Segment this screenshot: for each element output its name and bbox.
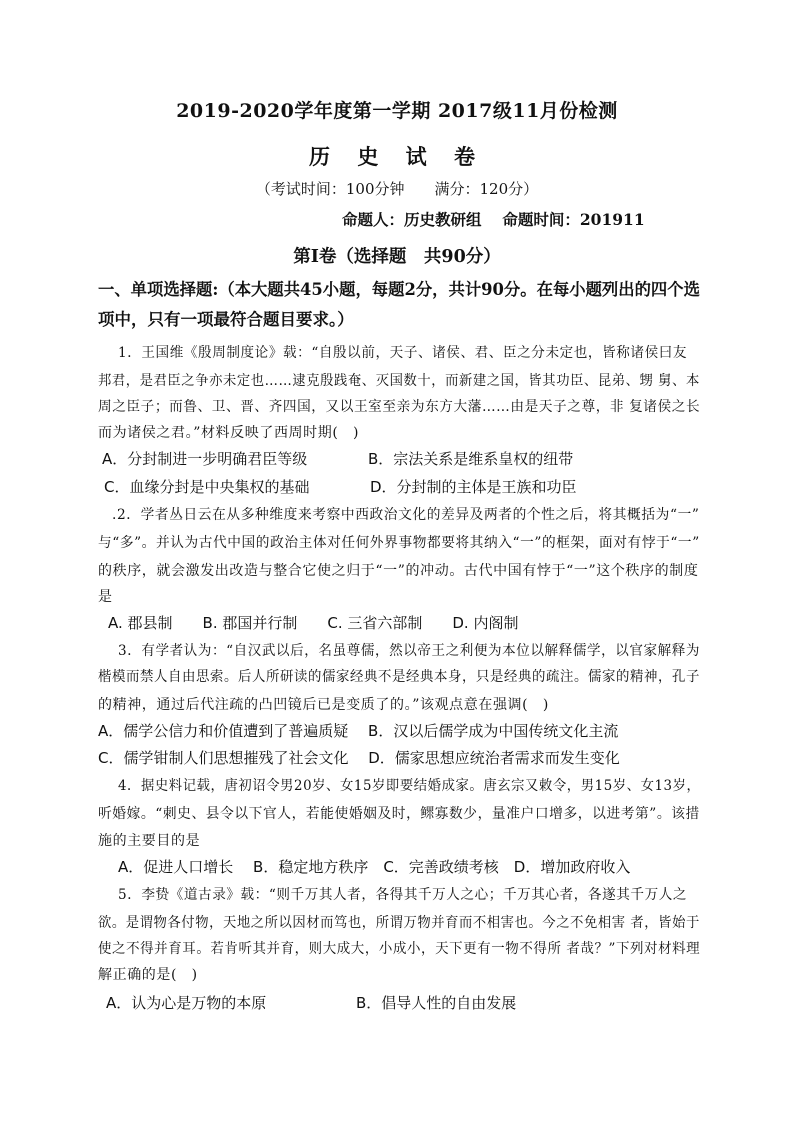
- exam-title: 2019-2020学年度第一学期 2017级11月份检测: [176, 100, 618, 122]
- q1-option-b: B．宗法关系是维系皇权的纽带: [368, 450, 574, 468]
- q4-options: A．促进人口增长 B．稳定地方秩序 C．完善政绩考核 D．增加政府收入: [118, 858, 631, 876]
- q1-stem-line-1: 1．王国维《殷周制度论》载：“自殷以前，天子、诸侯、君、臣之分未定也，皆称诸侯曰友: [118, 345, 688, 361]
- q5-stem-line-1: 5．李贽《道古录》载：“则千万其人者，各得其千万人之心；千万其心者，各遂其千万人之: [118, 887, 688, 903]
- section-heading-line-2: 项中，只有一项最符合题目要求。）: [98, 310, 354, 329]
- q5-stem-line-2: 欲。是谓物各付物，天地之所以因材而笃也，所谓万物并育而不相害也。今之不免相害 者，皆始于: [98, 915, 700, 931]
- q4-stem-line-3: 施的主要目的是: [98, 833, 201, 849]
- q5-stem-line-4: 解正确的是( ): [98, 967, 198, 983]
- q1-option-d: D．分封制的主体是王族和功臣: [370, 478, 577, 496]
- q4-stem-line-1: 4．据史料记载，唐初诏令男20岁、女15岁即要结婚成家。唐玄宗又敕令，男15岁、女13岁，: [118, 778, 701, 794]
- q1-stem-line-3: 周之臣子；而鲁、卫、晋、齐四国，又以王室至亲为东方大藩……由是天子之尊，非 复诸侯之长: [98, 399, 701, 415]
- q3-stem-line-2: 楷模而禁人自由思索。后人所研读的儒家经典不是经典本身，只是经典的疏注。儒家的精神，孔子: [98, 669, 701, 685]
- author-line: 命题人：历史教研组 命题时间：201911: [342, 210, 645, 229]
- subject-title: 历 史 试 卷: [309, 144, 485, 169]
- q1-option-a: A．分封制进一步明确君臣等级: [102, 450, 308, 468]
- q5-option-a: A．认为心是万物的本原: [106, 994, 267, 1012]
- q1-stem-line-2: 邦君，是君臣之争亦未定也……逮克殷践奄、灭国数十，而新建之国，皆其功臣、昆弟、甥 舅、本: [98, 373, 700, 389]
- q5-stem-line-3: 使之不得并育耳。若肯听其并育，则大成大，小成小，天下更有一物不得所 者哉？”下列对材料理: [98, 941, 701, 957]
- q2-stem-line-1: .2．学者丛日云在从多种维度来考察中西政治文化的差异及两者的个性之后，将其概括为“一”: [112, 507, 700, 523]
- q2-stem-line-2: 与“多”。并认为古代中国的政治主体对任何外界事物都要将其纳入“一”的框架，面对有悖于“一”: [98, 535, 700, 551]
- exam-info: （考试时间：100分钟 满分：120分）: [255, 180, 539, 198]
- q3-stem-line-3: 的精神，通过后代注疏的凸凹镜后已是变质了的。”该观点意在强调( ): [98, 697, 549, 713]
- q2-stem-line-3: 的秩序，就会激发出改造与整合它使之归于“一”的冲动。古代中国有悖于“一”这个秩序的制度: [98, 563, 699, 579]
- q2-options: A. 郡县制 B. 郡国并行制 C. 三省六部制 D. 内阁制: [108, 614, 519, 632]
- section-heading-line-1: 一、单项选择题:（本大题共45小题，每题2分，共计90分。在每小题列出的四个选: [98, 280, 700, 299]
- q1-option-c: C．血缘分封是中央集权的基础: [104, 478, 310, 496]
- q4-stem-line-2: 听婚嫁。“刺史、县令以下官人，若能使婚姻及时，鳏寡数少，量准户口增多，以进考第”。该措: [98, 806, 700, 822]
- q2-stem-line-4: 是: [98, 589, 113, 605]
- q3-options-ab: A．儒学公信力和价值遭到了普遍质疑 B．汉以后儒学成为中国传统文化主流: [98, 722, 619, 740]
- q3-stem-line-1: 3．有学者认为：“自汉武以后，名虽尊儒，然以帝王之利便为本位以解释儒学，以官家解释为: [118, 643, 701, 659]
- q3-options-cd: C．儒学钳制人们思想摧残了社会文化 D．儒家思想应统治者需求而发生变化: [98, 749, 620, 767]
- q5-option-b: B．倡导人性的自由发展: [356, 994, 517, 1012]
- q1-stem-line-4: 而为诸侯之君。”材料反映了西周时期( ): [98, 425, 360, 441]
- part-title: 第Ⅰ卷（选择题 共90分）: [293, 247, 501, 267]
